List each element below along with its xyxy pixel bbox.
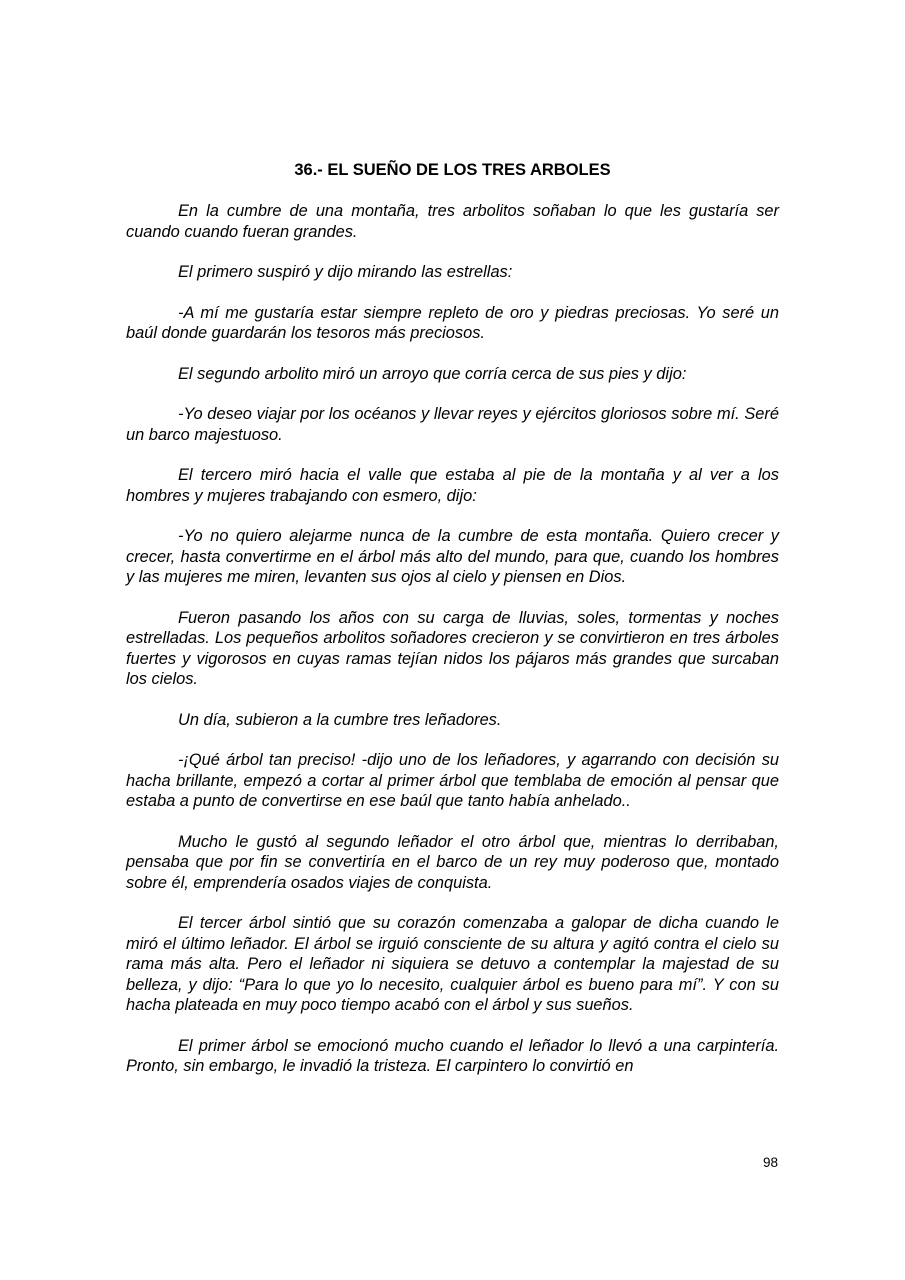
paragraph: Fueron pasando los años con su carga de lluvias, soles, tormentas y noches estrelladas. Los pequeños arbolitos soñadores crecieron y se convirtieron en tres árboles fuertes y vigorosos en cuyas ramas tejían nidos los pájaros más grandes que surcaban los cielos. <box>126 608 779 688</box>
paragraph: -Yo deseo viajar por los océanos y llevar reyes y ejércitos gloriosos sobre mí. Seré un barco majestuoso. <box>126 405 779 444</box>
paragraph: En la cumbre de una montaña, tres arbolitos soñaban lo que les gustaría ser cuando cuando fueran grandes. <box>126 202 779 241</box>
paragraph: El tercero miró hacia el valle que estaba al pie de la montaña y al ver a los hombres y mujeres trabajando con esmero, dijo: <box>126 466 779 505</box>
chapter-title: 36.- EL SUEÑO DE LOS TRES ARBOLES <box>294 161 611 179</box>
paragraph: El tercer árbol sintió que su corazón comenzaba a galopar de dicha cuando le miró el último leñador. El árbol se irguió consciente de su altura y agitó contra el cielo su rama más alta. Pero el leñador ni siquiera se detuvo a contemplar la majestad de su belleza, y dijo: “Para lo que yo lo necesito, cualquier árbol es bueno para mí”. Y con su hacha plateada en muy poco tiempo acabó con el árbol y sus sueños. <box>126 914 779 1014</box>
page-number: 98 <box>762 1155 778 1170</box>
paragraph: Mucho le gustó al segundo leñador el otro árbol que, mientras lo derribaban, pensaba que por fin se convertiría en el barco de un rey muy poderoso que, montado sobre él, emprendería osados viajes de conquista. <box>126 832 779 892</box>
paragraph: El segundo arbolito miró un arroyo que corría cerca de sus pies y dijo: <box>178 364 687 383</box>
paragraph: El primero suspiró y dijo mirando las estrellas: <box>178 263 513 281</box>
paragraph: -Yo no quiero alejarme nunca de la cumbre de esta montaña. Quiero crecer y crecer, hasta convertirme en el árbol más alto del mundo, para que, cuando los hombres y las mujeres me miren, levanten sus ojos al cielo y piensen en Dios. <box>126 527 779 586</box>
paragraph: El primer árbol se emocionó mucho cuando el leñador lo llevó a una carpintería. Pronto, sin embargo, le invadió la tristeza. El carpintero lo convirtió en <box>126 1036 779 1075</box>
paragraph: -¡Qué árbol tan preciso! -dijo uno de los leñadores, y agarrando con decisión su hacha brillante, empezó a cortar al primer árbol que temblaba de emoción al pensar que estaba a punto de convertirse en ese baúl que tanto había anhelado.. <box>126 751 779 810</box>
paragraph: Un día, subieron a la cumbre tres leñadores. <box>178 710 502 729</box>
paragraph: -A mí me gustaría estar siempre repleto de oro y piedras preciosas. Yo seré un baúl donde guardarán los tesoros más preciosos. <box>126 303 779 342</box>
story-body <box>126 201 779 1097</box>
